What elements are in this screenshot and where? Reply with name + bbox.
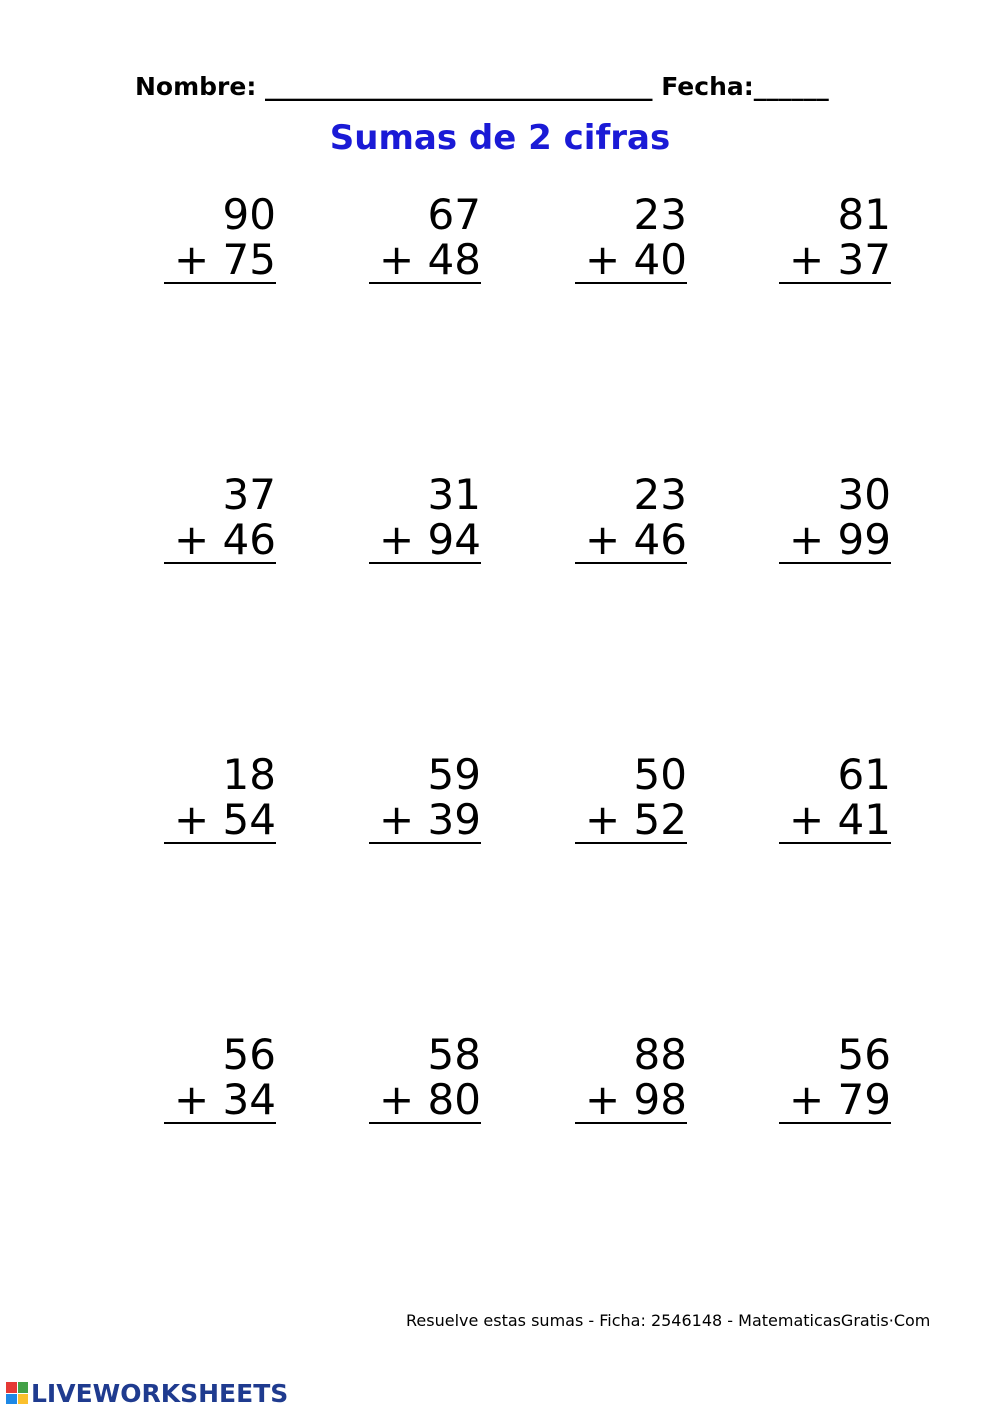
addend-top: 18 [222,750,276,799]
addend-bottom: + 46 [575,518,687,564]
name-date-line: Nombre: _______________________________ Fecha:______ [135,72,829,101]
addition-problem [164,192,276,284]
logo-square-4 [18,1394,29,1405]
addend-top: 90 [222,190,276,239]
addition-problem [369,472,481,564]
addend-bottom: + 79 [779,1078,891,1124]
addend-bottom: + 54 [164,798,276,844]
addition-problem [369,192,481,284]
logo-square-1 [6,1382,17,1393]
addend-bottom: + 98 [575,1078,687,1124]
addition-problem [779,1032,891,1124]
addend-bottom: + 75 [164,238,276,284]
addend-bottom: + 40 [575,238,687,284]
addend-top: 81 [837,190,891,239]
addition-problem [369,752,481,844]
addend-top: 56 [837,1030,891,1079]
addend-bottom: + 48 [369,238,481,284]
addition-problem [575,752,687,844]
addend-top: 67 [427,190,481,239]
addition-problem [779,752,891,844]
addend-top: 30 [837,470,891,519]
addend-top: 23 [633,470,687,519]
addition-problem [575,472,687,564]
addition-problem [164,1032,276,1124]
addend-bottom: + 37 [779,238,891,284]
addend-bottom: + 99 [779,518,891,564]
addend-bottom: + 39 [369,798,481,844]
addition-problem [779,192,891,284]
addend-top: 59 [427,750,481,799]
addition-problem [164,752,276,844]
footer-note: Resuelve estas sumas - Ficha: 2546148 - MatematicasGratis·Com [406,1311,931,1330]
addition-problem [779,472,891,564]
addend-top: 31 [427,470,481,519]
addend-top: 61 [837,750,891,799]
addend-bottom: + 46 [164,518,276,564]
liveworksheets-brand[interactable] [6,1378,288,1408]
addend-top: 23 [633,190,687,239]
addend-top: 56 [222,1030,276,1079]
addend-top: 88 [633,1030,687,1079]
addend-bottom: + 80 [369,1078,481,1124]
addend-bottom: + 34 [164,1078,276,1124]
addition-problem [575,1032,687,1124]
addend-top: 58 [427,1030,481,1079]
logo-square-2 [18,1382,29,1393]
addend-bottom: + 52 [575,798,687,844]
addend-top: 50 [633,750,687,799]
liveworksheets-logo-icon [6,1382,28,1404]
addition-problem [369,1032,481,1124]
addition-problem [164,472,276,564]
addend-bottom: + 41 [779,798,891,844]
addend-bottom: + 94 [369,518,481,564]
logo-square-3 [6,1394,17,1405]
brand-name: LIVEWORKSHEETS [31,1378,289,1408]
worksheet-title: Sumas de 2 cifras [329,118,671,158]
addend-top: 37 [222,470,276,519]
addition-problem [575,192,687,284]
